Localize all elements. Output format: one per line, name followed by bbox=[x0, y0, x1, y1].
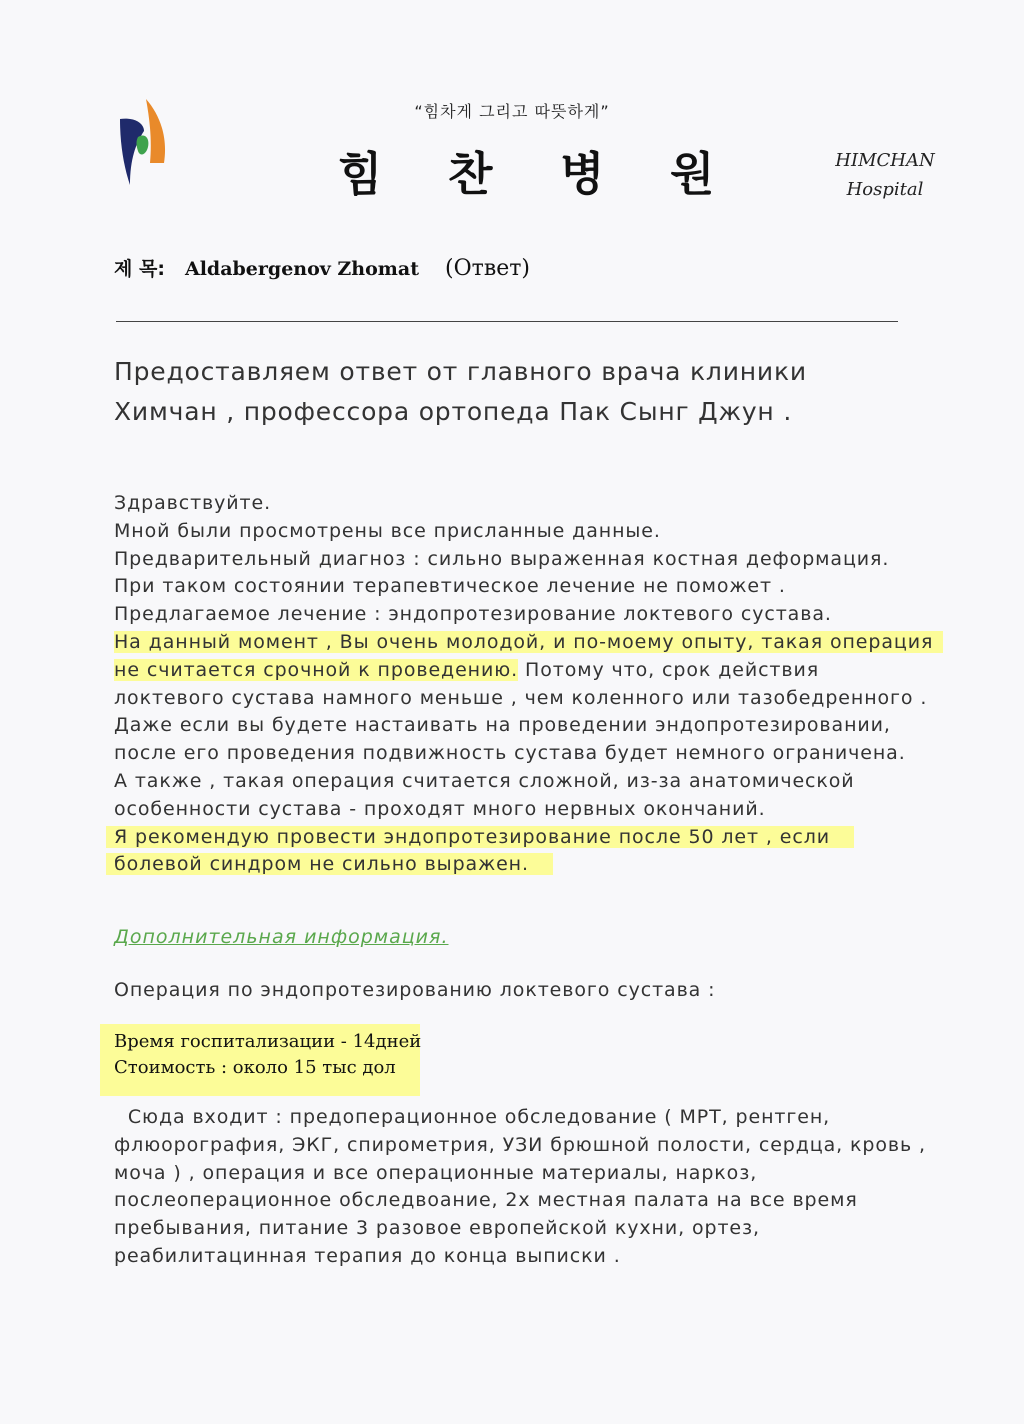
body-line-highlighted bbox=[114, 629, 954, 657]
additional-info-link[interactable]: Дополнительная информация. bbox=[114, 926, 449, 948]
includes-line: послеоперационное обследвоание, 2х местная палата на все время bbox=[114, 1189, 858, 1212]
hospital-name-line1: HIMCHAN bbox=[835, 150, 935, 171]
body-line: Предварительный диагноз : сильно выраженная костная деформация. bbox=[114, 547, 890, 570]
body-line-highlighted bbox=[114, 851, 954, 879]
letter-body bbox=[114, 490, 954, 879]
includes-line: пребывания, питание 3 разовое европейской кухни, ортез, bbox=[114, 1217, 760, 1240]
subject-label: 제 목: bbox=[114, 258, 165, 280]
body-line: после его проведения подвижность сустава будет немного ограничена. bbox=[114, 742, 906, 765]
body-line: Здравствуйте. bbox=[114, 492, 272, 514]
highlight-text: болевой синдром не сильно выражен. bbox=[106, 853, 553, 875]
hospital-name-line2: Hospital bbox=[846, 179, 924, 200]
title-char: 힘 bbox=[338, 147, 383, 201]
includes-paragraph bbox=[114, 1104, 934, 1271]
includes-line: Сюда входит : предоперационное обследование ( МРТ, рентген, bbox=[114, 1106, 831, 1128]
highlight-text: Я рекомендую провести эндопротезирование после 50 лет , если bbox=[106, 826, 854, 848]
title-char: 원 bbox=[670, 147, 715, 201]
body-text: Потому что, срок действия bbox=[518, 658, 820, 681]
subject-line bbox=[114, 254, 530, 281]
hospitalization-box bbox=[100, 1024, 420, 1096]
divider bbox=[116, 321, 898, 322]
highlight-text: не считается срочной к проведению. bbox=[114, 658, 519, 681]
body-line bbox=[114, 657, 954, 685]
hospital-title-korean bbox=[330, 138, 730, 201]
body-line: Мной были просмотрены все присланные данные. bbox=[114, 519, 661, 542]
includes-line: моча ) , операция и все операционные материалы, наркоз, bbox=[114, 1161, 758, 1184]
body-line: А также , такая операция считается сложной, из-за анатомической bbox=[114, 769, 855, 792]
title-char: 병 bbox=[560, 147, 605, 201]
includes-line: реабилитацинная терапия до конца выписки . bbox=[114, 1244, 621, 1267]
body-line: локтевого сустава намного меньше , чем коленного или тазобедренного . bbox=[114, 686, 928, 709]
body-line-highlighted bbox=[114, 824, 954, 852]
hospitalization-cost: Стоимость : около 15 тыс дол bbox=[114, 1057, 396, 1078]
intro-line: Химчан , профессора ортопеда Пак Сынг Джун . bbox=[114, 397, 793, 426]
operation-title: Операция по эндопротезированию локтевого сустава : bbox=[114, 979, 716, 1001]
body-line: При таком состоянии терапевтическое лечение не поможет . bbox=[114, 575, 786, 598]
intro-heading bbox=[114, 352, 934, 432]
body-line: Предлагаемое лечение : эндопротезирование локтевого сустава. bbox=[114, 603, 832, 626]
highlight-text: На данный момент , Вы очень молодой, и по-моему опыту, такая операция bbox=[114, 631, 943, 653]
hospital-name-english bbox=[830, 146, 940, 204]
patient-name: Aldabergenov Zhomat bbox=[184, 258, 419, 280]
intro-line: Предоставляем ответ от главного врача клиники bbox=[114, 357, 807, 386]
slogan: “힘차게 그리고 따뜻하게” bbox=[414, 102, 610, 121]
answer-tag: (Ответ) bbox=[445, 256, 530, 281]
hospitalization-duration: Время госпитализации - 14дней bbox=[114, 1031, 422, 1052]
title-char: 찬 bbox=[448, 147, 493, 201]
body-line: особенности сустава - проходят много нервных окончаний. bbox=[114, 797, 766, 820]
includes-line: флюорография, ЭКГ, спирометрия, УЗИ брюшной полости, сердца, кровь , bbox=[114, 1133, 926, 1156]
body-line: Даже если вы будете настаивать на проведении эндопротезировании, bbox=[114, 714, 891, 737]
